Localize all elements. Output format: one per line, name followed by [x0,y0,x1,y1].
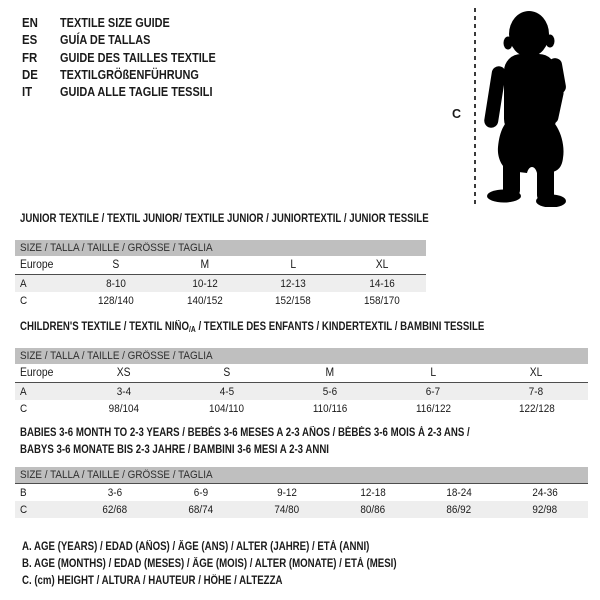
size-cell: 6-9 [193,486,209,499]
size-cell: 98/104 [108,402,139,415]
size-cell: 6-7 [426,385,441,398]
size-cell: S [112,259,120,271]
size-cell: 68/74 [188,503,214,516]
size-cell: 74/80 [274,503,300,516]
size-cell: 140/152 [186,294,223,307]
size-cell: 10-12 [192,277,218,290]
row-label: A [20,277,27,290]
size-cell: 110/116 [312,402,348,415]
row-label: C [20,294,28,307]
table-row-c [15,400,588,417]
size-cell: 7-8 [529,385,544,398]
lang-row-it [22,83,245,100]
table-row-c [15,292,426,309]
size-header-bar [15,467,588,483]
size-cell: XS [116,367,131,379]
size-cell: 14-16 [369,277,395,290]
lang-title: GUÍA DE TALLAS [60,32,151,48]
lang-row-de [22,66,245,83]
size-cell: XL [375,259,389,271]
babies-section-title-line2: BABYS 3-6 MONATE BIS 2-3 JAHRE / BAMBINI 3-6 MESI A 2-3 ANNI [20,444,329,456]
footnotes [22,538,468,590]
lang-code: DE [22,67,38,83]
children-size-table [15,348,588,417]
lang-title: TEXTILE SIZE GUIDE [60,15,170,31]
size-cell: XL [530,367,543,379]
row-label: C [20,402,28,415]
table-row-c [15,501,588,518]
row-label: Europe [20,367,54,379]
size-cell: 62/68 [102,503,128,516]
size-header-label: SIZE / TALLA / TAILLE / GRÖSSE / TAGLIA [20,242,213,254]
size-cell: 152/158 [275,294,312,307]
size-cell: L [290,259,297,271]
language-header [22,14,245,100]
size-header-bar [15,348,588,364]
children-section-title: CHILDREN'S TEXTILE / TEXTIL $NIÑO_{/A}$ / TEXTILE DES ENFANTS / KINDERTEXTIL / BAMBINI TESSILE [20,321,485,334]
footnote-a: A. AGE (YEARS) / EDAD (AÑOS) / ÂGE (ANS) / ALTER (JAHRE) / ETÀ (ANNI) [22,540,370,553]
baby-silhouette [480,8,570,207]
size-cell: 158/170 [363,294,400,307]
size-cell: 116/122 [415,402,451,415]
size-cell: 9-12 [277,486,297,499]
junior-section-title: JUNIOR TEXTILE / TEXTIL JUNIOR/ TEXTILE JUNIOR / JUNIORTEXTIL / JUNIOR TESSILE [20,213,429,225]
size-cell: S [223,367,231,379]
size-cell: 4-5 [219,385,234,398]
footnote-c: C. (cm) HEIGHT / ALTURA / HAUTEUR / HÖHE / ALTEZZA [22,574,283,587]
babies-size-table [15,467,588,518]
size-cell: 12-13 [280,277,306,290]
lang-code: IT [22,84,33,100]
size-cell: 104/110 [209,402,245,415]
lang-row-fr [22,49,245,66]
lang-title: TEXTILGRÖßENFÜHRUNG [60,67,199,83]
size-header-label: SIZE / TALLA / TAILLE / GRÖSSE / TAGLIA [20,350,213,362]
table-row-a [15,274,426,292]
size-cell: 3-6 [107,486,123,499]
size-cell: 24-36 [532,486,558,499]
lang-title: GUIDE DES TAILLES TEXTILE [60,49,216,65]
title-subscript: /A [189,325,196,334]
row-label: B [20,486,27,499]
babies-section-title-line1: BABIES 3-6 MONTH TO 2-3 YEARS / BEBÉS 3-6 MESES A 2-3 AÑOS / BÉBÉS 3-6 MOIS À 2-3 ANS / [20,427,470,439]
size-cell: 80/86 [360,503,386,516]
size-cell: 128/140 [98,294,135,307]
size-cell: 12-18 [360,486,386,499]
size-cell: L [430,367,437,379]
size-header-bar [15,240,426,256]
lang-title: GUIDA ALLE TAGLIE TESSILI [60,84,213,100]
table-row-b [15,483,588,501]
size-cell: 18-24 [446,486,472,499]
table-row-europe [15,364,588,382]
size-cell: 8-10 [106,277,127,290]
size-cell: 122/128 [518,402,555,415]
height-label-c: C [452,107,462,121]
size-cell: 86/92 [446,503,472,516]
size-cell: 5-6 [322,385,338,398]
table-row-a [15,382,588,400]
lang-row-es [22,31,245,48]
footnote-b: B. AGE (MONTHS) / EDAD (MESES) / ÂGE (MOIS) / ALTER (MONATE) / ETÀ (MESI) [22,557,397,570]
lang-code: FR [22,49,38,65]
size-cell: 3-4 [116,385,131,398]
size-cell: 92/98 [532,503,558,516]
row-label: C [20,503,28,516]
size-cell: M [200,259,210,271]
table-row-europe [15,256,426,274]
lang-code: ES [22,32,38,48]
lang-code: EN [22,15,38,31]
row-label: A [20,385,27,398]
size-cell: M [325,367,335,379]
junior-size-table [15,240,426,309]
height-measure-line [474,8,476,207]
lang-row-en [22,14,245,31]
row-label: Europe [20,259,54,271]
size-header-label: SIZE / TALLA / TAILLE / GRÖSSE / TAGLIA [20,469,213,481]
